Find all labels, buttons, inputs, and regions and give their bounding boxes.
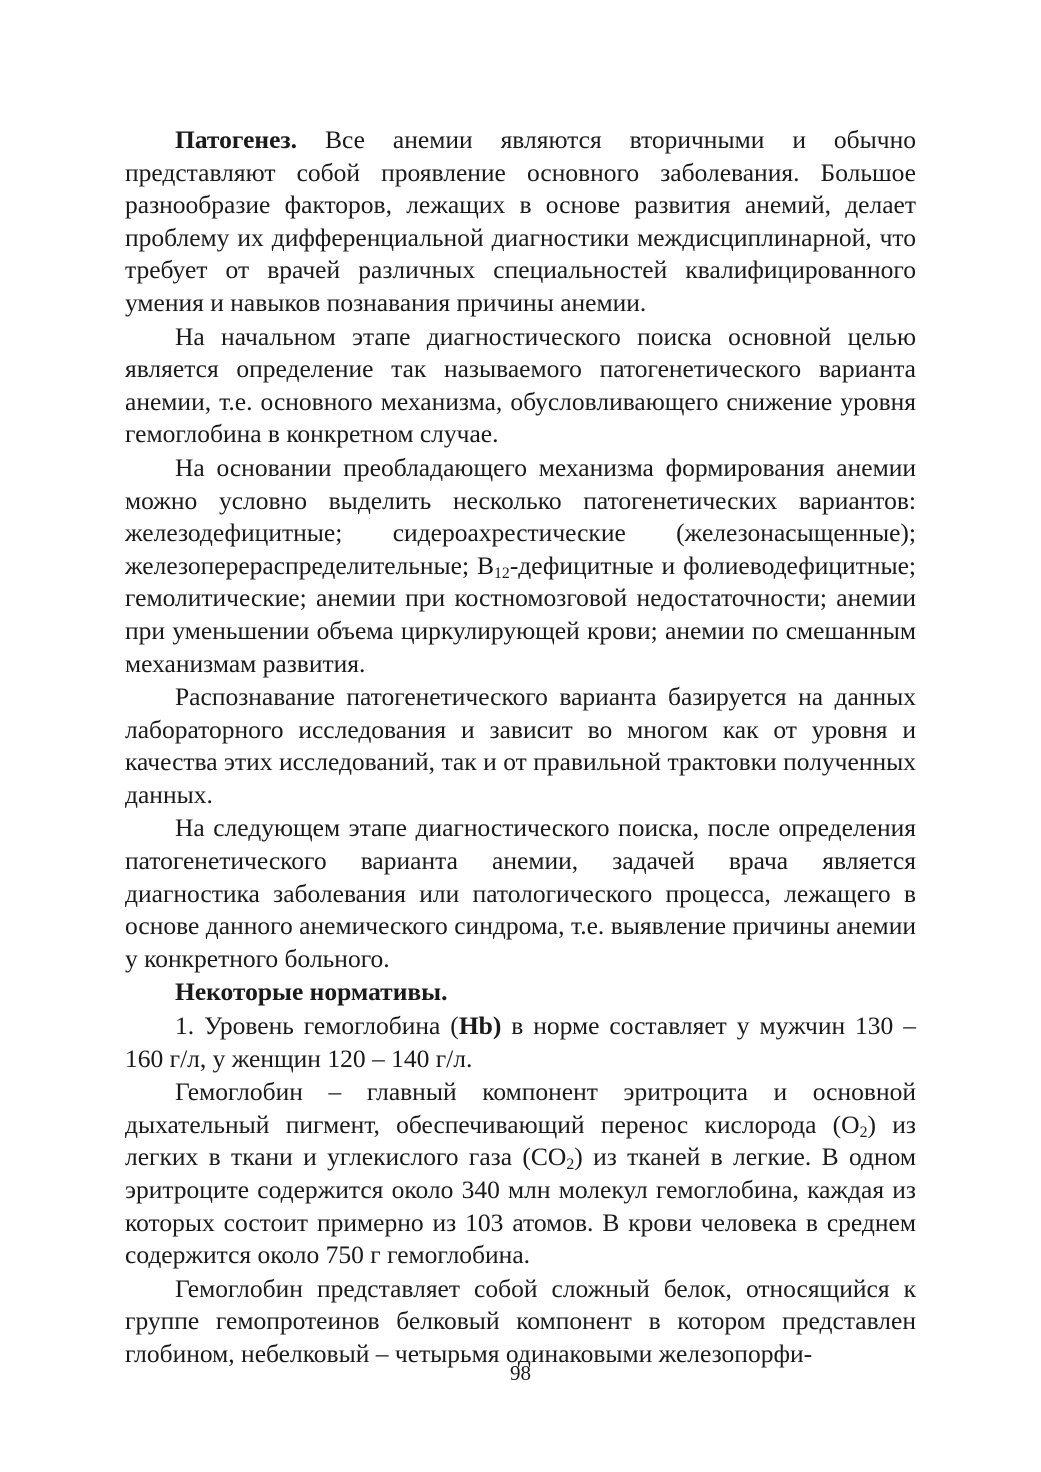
pathogenesis-label: Патогенез. [175, 125, 298, 154]
pathogenesis-text: Все анемии являются вторичными и обычно представляют собой проявление основного заболевания. Большое разнообразие факторов, лежащих в основе развития анемий, делает проблему их дифференциальной диагностики междисциплинарной, что требует от врачей различных специальностей квалифицированного умения и навыков познавания причины анемии. [125, 125, 916, 317]
norm-item-1-end: в норме составляет у мужчин 130 – 160 г/л, у женщин 120 – 140 г/л. [125, 1011, 917, 1073]
hemoglobin-text-2: ) из легких в ткани и углекислого газа (CO [125, 1109, 916, 1172]
norm-item-1-start: 1. Уровень гемоглобина ( [175, 1011, 459, 1041]
co2-subscript: 2 [566, 1156, 575, 1174]
heading-norms: Некоторые нормативы. [175, 977, 448, 1007]
hemoglobin-text-1: Гемоглобин – главный компонент эритроцита и основной дыхательный пигмент, обеспечивающий перенос кислорода (O [125, 1077, 916, 1139]
paragraph-next-stage: На следующем этапе диагностического поиска, после определения патогенетического варианта анемии, задачей врача является диагностика заболевания или патологического процесса, лежащего в основе данного анемического синдрома, т.е. выявление причины анемии у конкретного больного. [125, 813, 916, 973]
variants-text-end: -дефицитные и фолиеводефицитные; гемолитические; анемии при костномозговой недостаточности; анемии при уменьшении объема циркулирующей крови; анемии по смешанным механизмам развития. [125, 550, 916, 678]
norm-item-1 [125, 1010, 916, 1075]
page-number: 98 [510, 1361, 531, 1385]
paragraph-pathogenesis [125, 124, 916, 320]
paragraph-hemoglobin-structure: Гемоглобин представляет собой сложный белок, относящийся к группе гемопротеинов белковый компонент в котором представлен глобином, небелковый – четырьмя одинаковыми железопорфи- [125, 1273, 916, 1368]
paragraph-diagnostic-goal: На начальном этапе диагностического поиска основной целью является определение так называемого патогенетического варианта анемии, т.е. основного механизма, обусловливающего снижение уровня гемоглобина в конкретном случае. [125, 321, 916, 449]
paragraph-hemoglobin [125, 1076, 916, 1272]
hb-abbreviation: Hb) [458, 1011, 502, 1041]
paragraph-recognition: Распознавание патогенетического варианта базируется на данных лабораторного исследования и зависит во многом как от уровня и качества этих исследований, так и от правильной трактовки полученных данных. [125, 682, 916, 809]
hemoglobin-text-3: ) из тканей в легкие. В одном эритроците содержится около 340 млн молекул гемоглобина, каждая из которых состоит примерно из 103 атомов. В крови человека в среднем содержится около 750 г гемоглобина. [125, 1142, 916, 1270]
b12-subscript: 12 [494, 564, 510, 582]
o2-subscript: 2 [859, 1123, 868, 1141]
paragraph-variants [125, 452, 916, 680]
variants-text-start: На основании преобладающего механизма формирования анемии можно условно выделить несколько патогенетических вариантов: железодефицитные; сидероахрестические (железонасыщенные); железоперераспределительные; B [125, 452, 916, 580]
page-body [125, 124, 916, 1371]
